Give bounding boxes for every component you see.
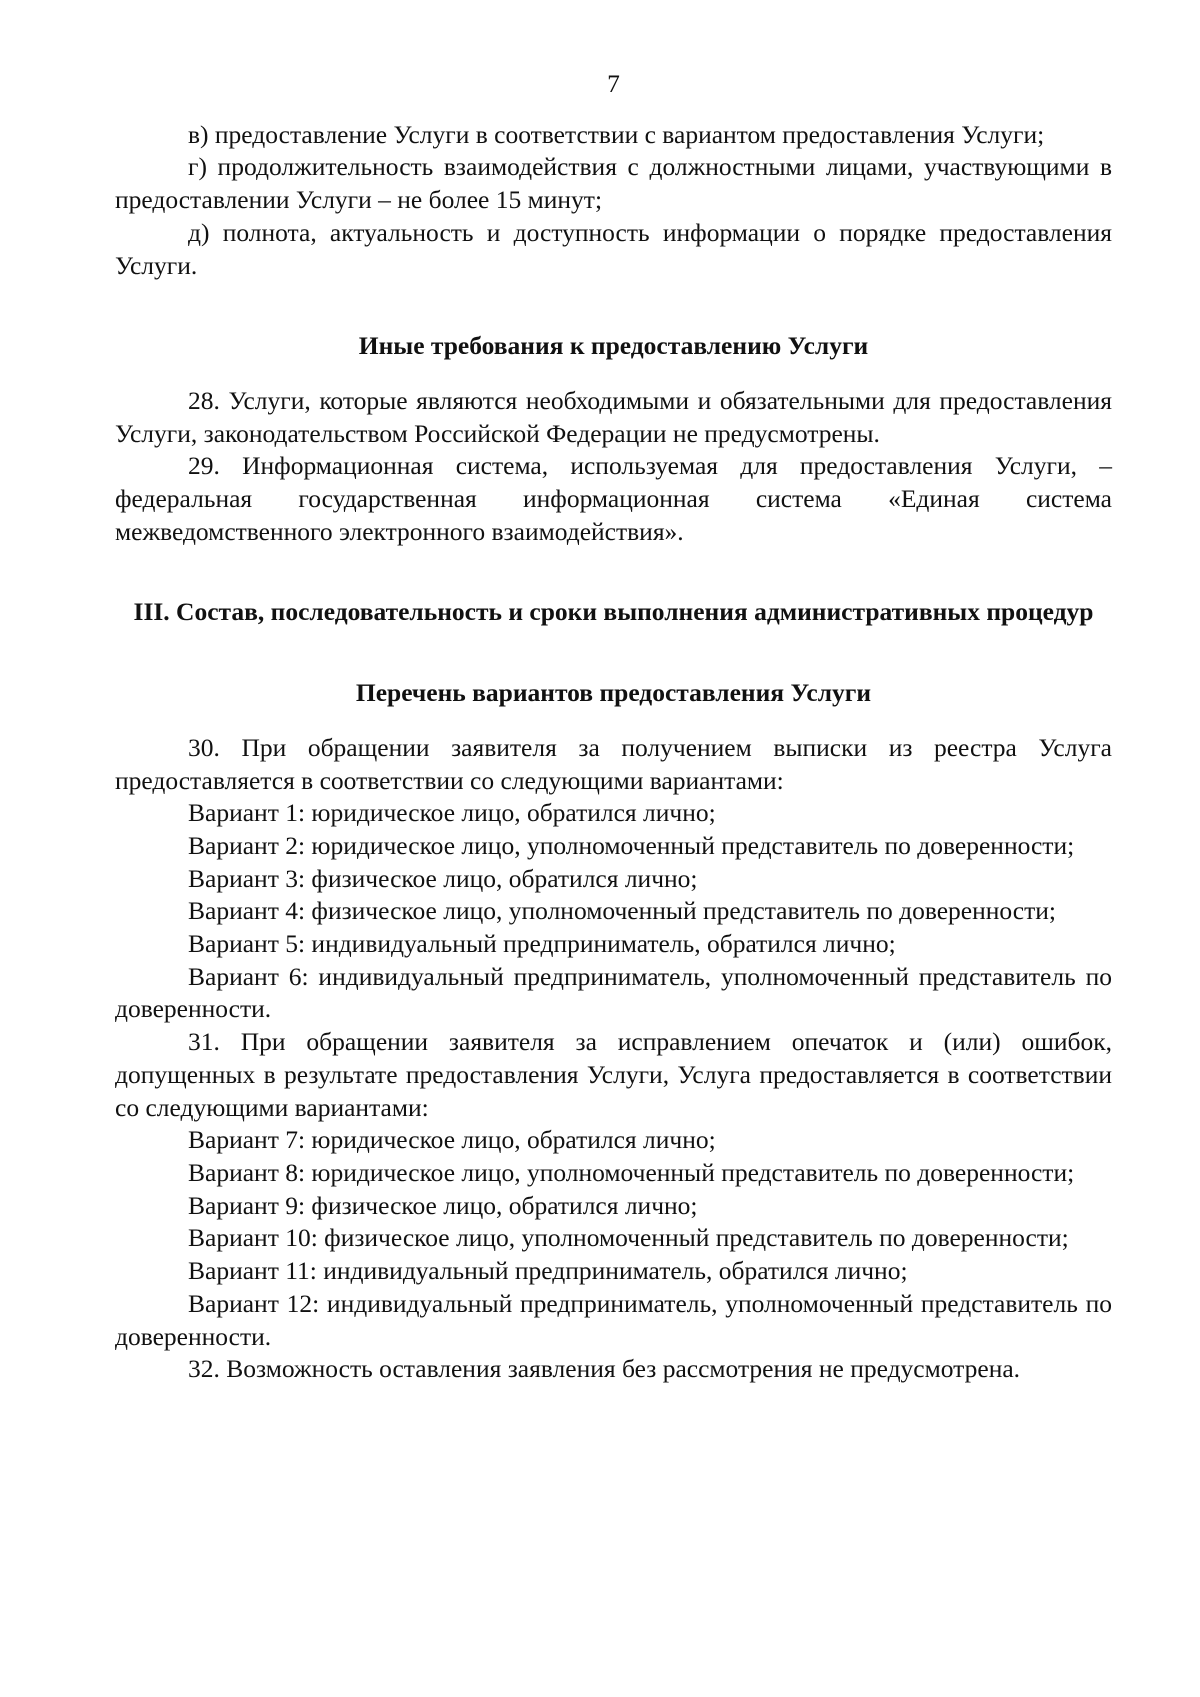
paragraph-30: 30. При обращении заявителя за получением выписки из реестра Услуга предоставляется в соответствии со следующими вариантами: [115,732,1112,795]
variant-7: Вариант 7: юридическое лицо, обратился лично; [188,1125,716,1155]
page-number: 7 [607,69,620,98]
paragraph-item-v: в) предоставление Услуги в соответствии с вариантом предоставления Услуги; [188,119,1045,149]
variant-6: Вариант 6: индивидуальный предприниматель, уполномоченный представитель по доверенности. [115,961,1112,1024]
section-heading-iii: III. Состав, последовательность и сроки выполнения административных процедур [133,597,1094,627]
variant-12: Вариант 12: индивидуальный предприниматель, уполномоченный представитель по доверенности. [115,1288,1112,1351]
paragraph-32: 32. Возможность оставления заявления без рассмотрения не предусмотрена. [188,1354,1021,1384]
paragraph-31: 31. При обращении заявителя за исправлением опечаток и (или) ошибок, допущенных в результате предоставления Услуги, Услуга предоставляется в соответствии со следующими вариантами: [115,1027,1112,1122]
variant-8: Вариант 8: юридическое лицо, уполномоченный представитель по доверенности; [188,1157,1075,1187]
heading-other-requirements: Иные требования к предоставлению Услуги [358,331,869,361]
heading-variants-list: Перечень вариантов предоставления Услуги [355,678,872,708]
variant-1: Вариант 1: юридическое лицо, обратился лично; [188,798,716,828]
paragraph-29: 29. Информационная система, используемая для предоставления Услуги, – федеральная государственная информационная система «Единая система межведомственного электронного взаимодействия». [115,451,1112,546]
variant-9: Вариант 9: физическое лицо, обратился лично; [188,1190,698,1220]
variant-11: Вариант 11: индивидуальный предприниматель, обратился лично; [188,1256,908,1286]
variant-10: Вариант 10: физическое лицо, уполномоченный представитель по доверенности; [188,1223,1069,1253]
variant-3: Вариант 3: физическое лицо, обратился лично; [188,863,698,893]
variant-4: Вариант 4: физическое лицо, уполномоченный представитель по доверенности; [188,896,1056,926]
variant-2: Вариант 2: юридическое лицо, уполномоченный представитель по доверенности; [188,830,1075,860]
variant-5: Вариант 5: индивидуальный предприниматель, обратился лично; [188,929,896,959]
paragraph-item-d: д) полнота, актуальность и доступность информации о порядке предоставления Услуги. [115,217,1112,280]
paragraph-item-g: г) продолжительность взаимодействия с должностными лицами, участвующими в предоставлении Услуги – не более 15 минут; [115,152,1112,215]
paragraph-28: 28. Услуги, которые являются необходимыми и обязательными для предоставления Услуги, законодательством Российской Федерации не предусмотрены. [115,385,1112,448]
